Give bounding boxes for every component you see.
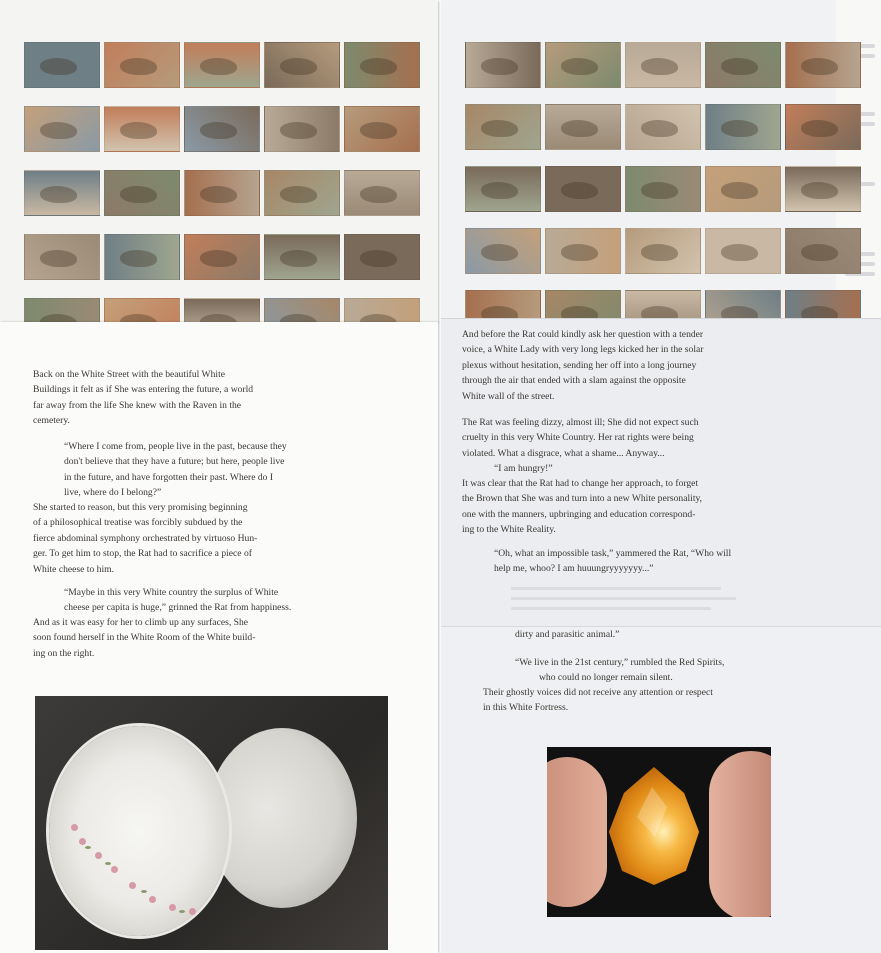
quote-21st-century bbox=[515, 655, 855, 686]
paragraph-change-approach bbox=[462, 476, 802, 538]
dog-photo-thumbnail bbox=[705, 42, 781, 88]
dog-photo-thumbnail bbox=[104, 42, 180, 88]
text-line: “Where I come from, people live in the past, because they bbox=[64, 441, 287, 452]
dog-photo-thumbnail bbox=[264, 170, 340, 216]
leaf-decoration bbox=[105, 862, 111, 865]
paragraph-climb bbox=[33, 615, 333, 661]
dog-photo-thumbnail bbox=[785, 228, 861, 274]
text-line: in this White Fortress. bbox=[483, 702, 569, 714]
text-line: plexus without hesitation, sending her off into a long journey bbox=[462, 359, 697, 371]
dog-photo-thumbnail bbox=[705, 228, 781, 274]
text-line: through the air that ended with a slam against the opposite bbox=[462, 375, 686, 387]
flower-decoration bbox=[79, 838, 86, 845]
top-right-page bbox=[441, 0, 881, 322]
dog-photo-thumbnail bbox=[465, 104, 541, 150]
dog-photo-thumbnail bbox=[104, 106, 180, 152]
text-line: help me, whoo? I am huuungryyyyyyy...” bbox=[494, 563, 654, 575]
text-line: Their ghostly voices did not receive any attention or respect bbox=[483, 687, 713, 698]
text-line: Back on the White Street with the beautiful White bbox=[33, 369, 226, 380]
dog-photo-thumbnail bbox=[24, 170, 100, 216]
two-plates-photo bbox=[35, 696, 388, 950]
dog-photo-thumbnail bbox=[545, 166, 621, 212]
dog-photo-thumbnail bbox=[625, 166, 701, 212]
text-line: White wall of the street. bbox=[462, 390, 555, 402]
text-line: “Oh, what an impossible task,” yammered the Rat, “Who will bbox=[494, 548, 732, 559]
show-through-text bbox=[511, 597, 736, 600]
text-line: It was clear that the Rat had to change her approach, to forget bbox=[462, 478, 699, 489]
white-flowered-plate bbox=[49, 726, 229, 936]
dog-photo-thumbnail bbox=[785, 104, 861, 150]
dog-photo-thumbnail bbox=[264, 42, 340, 88]
dog-photo-thumbnail bbox=[625, 228, 701, 274]
dog-photo-thumbnail bbox=[24, 234, 100, 280]
dog-photo-thumbnail bbox=[184, 234, 260, 280]
bottom-left-page bbox=[0, 322, 438, 953]
dog-photo-thumbnail bbox=[104, 234, 180, 280]
quote-where-i-come-from bbox=[64, 439, 364, 501]
dog-photo-thumbnail bbox=[545, 42, 621, 88]
text-line: one with the manners, upbringing and education correspond- bbox=[462, 508, 696, 520]
dog-photo-thumbnail bbox=[705, 104, 781, 150]
text-line: fierce abdominal symphony orchestrated by virtuoso Hun- bbox=[33, 532, 258, 544]
flower-decoration bbox=[111, 866, 118, 873]
text-line: And as it was easy for her to climb up any surfaces, She bbox=[33, 617, 249, 628]
text-line: The Rat was feeling dizzy, almost ill; She did not expect such bbox=[462, 417, 699, 428]
dog-photo-thumbnail bbox=[264, 298, 340, 322]
text-line: “We live in the 21st century,” rumbled the Red Spirits, bbox=[515, 657, 725, 668]
text-line: cemetery. bbox=[33, 415, 70, 427]
orange-diamond-photo bbox=[547, 747, 771, 917]
text-line: ing on the right. bbox=[33, 647, 95, 659]
flower-decoration bbox=[149, 896, 156, 903]
text-line: “I am hungry!” bbox=[494, 463, 553, 475]
dog-photo-thumbnail bbox=[264, 234, 340, 280]
top-left-page bbox=[0, 0, 438, 322]
paragraph-white-lady bbox=[462, 327, 802, 404]
dog-photo-thumbnail bbox=[545, 104, 621, 150]
paragraph-ghostly-voices bbox=[483, 685, 823, 716]
paragraph-dizzy bbox=[462, 415, 802, 477]
dog-photo-thumbnail bbox=[184, 170, 260, 216]
dog-photo-thumbnail bbox=[184, 106, 260, 152]
paragraph-opening bbox=[33, 367, 333, 429]
text-line: And before the Rat could kindly ask her question with a tender bbox=[462, 329, 704, 340]
flower-decoration bbox=[71, 824, 78, 831]
dog-photo-thumbnail bbox=[344, 234, 420, 280]
text-line: live, where do I belong?” bbox=[64, 487, 162, 499]
text-line: dirty and parasitic animal.” bbox=[515, 629, 620, 640]
text-line: ger. To get him to stop, the Rat had to sacrifice a piece of bbox=[33, 548, 252, 560]
dog-photo-thumbnail bbox=[344, 42, 420, 88]
dog-photo-thumbnail bbox=[104, 298, 180, 322]
flower-decoration bbox=[169, 904, 176, 911]
leaf-decoration bbox=[85, 846, 91, 849]
show-through-text bbox=[511, 607, 711, 610]
show-through-text bbox=[511, 587, 721, 590]
dog-photo-thumbnail bbox=[24, 42, 100, 88]
dog-photo-thumbnail bbox=[705, 166, 781, 212]
quote-white-cheese bbox=[64, 585, 364, 616]
dog-photo-thumbnail bbox=[625, 42, 701, 88]
paragraph-reason bbox=[33, 500, 333, 577]
dog-photo-thumbnail bbox=[344, 106, 420, 152]
left-finger bbox=[547, 757, 607, 907]
text-line: the Brown that She was and turn into a new White personality, bbox=[462, 493, 703, 505]
dog-photo-thumbnail bbox=[785, 42, 861, 88]
dog-photo-thumbnail bbox=[184, 42, 260, 88]
right-finger bbox=[709, 751, 771, 917]
dog-photo-thumbnail bbox=[264, 106, 340, 152]
leaf-decoration bbox=[141, 890, 147, 893]
text-line: ing to the White Reality. bbox=[462, 524, 556, 536]
text-line: don't believe that they have a future; but here, people live bbox=[64, 456, 285, 468]
text-line: cheese per capita is huge,” grinned the Rat from happiness. bbox=[64, 602, 292, 614]
dog-photo-thumbnail bbox=[625, 104, 701, 150]
dog-photo-thumbnail bbox=[465, 166, 541, 212]
dog-photo-thumbnail bbox=[24, 106, 100, 152]
text-line: soon found herself in the White Room of the White build- bbox=[33, 632, 256, 644]
dog-photo-thumbnail bbox=[24, 298, 100, 322]
text-line: cruelty in this very White Country. Her rat rights were being bbox=[462, 432, 694, 444]
flower-decoration bbox=[95, 852, 102, 859]
text-line: Buildings it felt as if She was entering the future, a world bbox=[33, 384, 254, 396]
text-line: voice, a White Lady with very long legs kicked her in the solar bbox=[462, 344, 704, 356]
dog-photo-thumbnail bbox=[344, 170, 420, 216]
dog-photo-thumbnail bbox=[545, 228, 621, 274]
dog-photo-thumbnail bbox=[104, 170, 180, 216]
grey-plate bbox=[207, 728, 357, 908]
right-page-text bbox=[441, 318, 881, 626]
text-line: who could no longer remain silent. bbox=[539, 672, 673, 684]
text-line: in the future, and have forgotten their past. Where do I bbox=[64, 471, 274, 483]
text-line: “Maybe in this very White country the surplus of White bbox=[64, 587, 279, 598]
dog-photo-thumbnail bbox=[465, 228, 541, 274]
leaf-decoration bbox=[179, 910, 185, 913]
dog-photo-thumbnail bbox=[184, 298, 260, 322]
flower-decoration bbox=[189, 908, 196, 915]
quote-impossible-task bbox=[494, 546, 834, 577]
text-line: She started to reason, but this very promising beginning bbox=[33, 502, 248, 513]
dog-photo-thumbnail bbox=[465, 42, 541, 88]
right-lower-page bbox=[441, 626, 881, 953]
text-line: of a philosophical treatise was forcibly subdued by the bbox=[33, 517, 243, 529]
text-line: violated. What a disgrace, what a shame... Anyway... bbox=[462, 447, 665, 459]
text-line: far away from the life She knew with the Raven in the bbox=[33, 399, 242, 411]
fragment-line bbox=[515, 627, 855, 642]
dog-photo-thumbnail bbox=[344, 298, 420, 322]
text-line: White cheese to him. bbox=[33, 563, 114, 575]
flower-decoration bbox=[129, 882, 136, 889]
dog-photo-thumbnail bbox=[785, 166, 861, 212]
